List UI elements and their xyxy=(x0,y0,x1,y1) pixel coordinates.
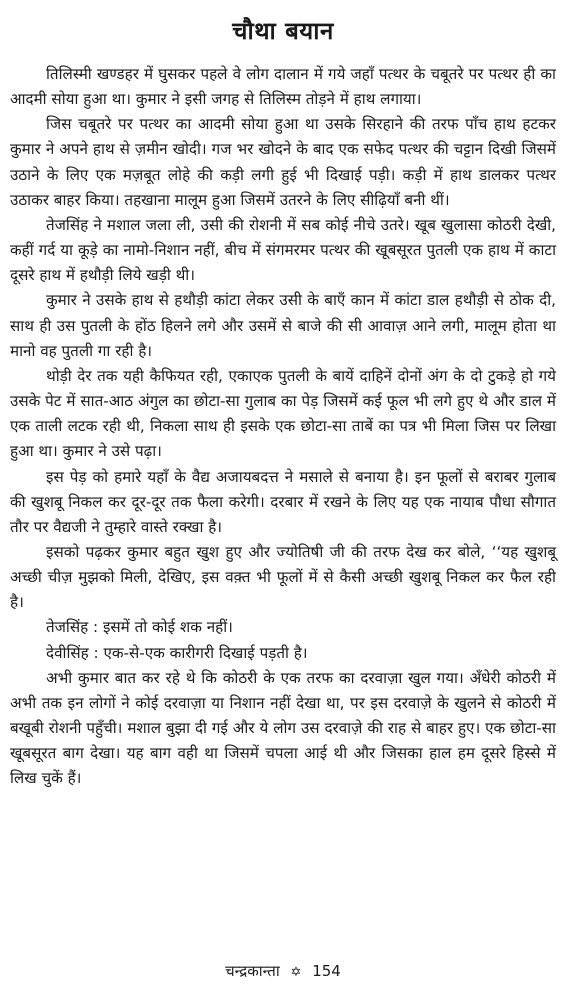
book-title: चन्द्रकान्ता xyxy=(225,962,280,980)
paragraph: कुमार ने उसके हाथ से हथौड़ी कांटा लेकर उसी के बाएँ कान में कांटा डाल हथौड़ी से ठोक दी, साथ ही उस पुतली के होंठ हिलने लगे और उसमें से बाजे की सी आवाज़ आने लगी, मालूम होता था मानो वह पुतली गा रही है। xyxy=(10,291,556,360)
paragraph: थोड़ी देर तक यही कैफियत रही, एकाएक पुतली के बायें दाहिनें दोनों अंग के दो टुकड़े हो गये उसके पेट में सात-आठ अंगुल का छोटा-सा गुलाब का पेड़ जिसमें कई फूल भी लगे हुए थे और डाल में एक ताली लटक रही थी, निकला साथ ही इसके एक छोटा-सा ताबें का पत्र भी मिला जिस पर लिखा हुआ था। कुमार ने उसे पढ़ा। xyxy=(10,366,556,461)
page-footer xyxy=(0,961,566,981)
paragraph: इस पेड़ को हमारे यहाँ के वैद्य अजायबदत्त ने मसाले से बनाया है। इन फूलों से बराबर गुलाब की खुशबू निकल कर दूर-दूर तक फैला करेगी। दरबार में रखने के लिए यह एक नायाब पौधा सौगात तौर पर वैद्यजी ने तुम्हारे वास्ते रक्खा है। xyxy=(10,467,556,536)
paragraph: अभी कुमार बात कर रहे थे कि कोठरी के एक तरफ का दरवाज़ा खुल गया। अँधेरी कोठरी में अभी तक इन लोगों ने कोई दरवाज़ा या निशान नहीं देखा था, पर इस दरवाज़े के खुलने से कोठरी में बखूबी रोशनी पहुँची। मशाल बुझा दी गई और ये लोग उस दरवाज़े की राह से बाहर हुए। एक छोटा-सा खूबसूरत बाग देखा। यह बाग वही था जिसमें चपला आई थी और जिसका हाल हम दूसरे हिस्से में लिख चुकें हैं। xyxy=(10,668,556,788)
paragraph: तिलिस्मी खण्डहर में घुसकर पहले वे लोग दालान में गये जहाँ पत्थर के चबूतरे पर पत्थर ही का आदमी सोया हुआ था। कुमार ने इसी जगह से तिलिस्म तोड़ने में हाथ लगाया। xyxy=(10,65,556,109)
paragraph: तेजसिंह ने मशाल जला ली, उसी की रोशनी में सब कोई नीचे उतरे। खूब खुलासा कोठरी देखी, कहीं गर्द या कूड़े का नामो-निशान नहीं, बीच में संगमरमर पत्थर की खूबसूरत पुतली एक हाथ में काटा दूसरे हाथ में हथौड़ी लिये खड़ी थी। xyxy=(10,215,556,285)
paragraph: जिस चबूतरे पर पत्थर का आदमी सोया हुआ था उसके सिरहाने की तरफ पाँच हाथ हटकर कुमार ने अपने हाथ से ज़मीन खोदी। गज भर खोदने के बाद एक सफेद पत्थर की चट्टान दिखी जिसमें उठाने के लिए एक मज़बूत लोहे की कड़ी लगी हुई भी दिखाई पड़ी। कड़ी में हाथ डालकर पत्थर उठाकर बाहर किया। तहखाना मालूम हुआ जिसमें उतरने के लिए सीढ़ियाँ बनी थीं। xyxy=(10,115,556,209)
star-of-david-icon: ✡ xyxy=(290,965,302,980)
page-number: 154 xyxy=(312,962,341,980)
chapter-title: चौथा बयान xyxy=(232,17,334,45)
dialogue-line: तेजसिंह : इसमें तो कोई शक नहीं। xyxy=(46,618,233,637)
dialogue-line: देवीसिंह : एक-से-एक कारीगरी दिखाई पड़ती है। xyxy=(46,643,308,662)
chapter-body xyxy=(10,62,556,792)
paragraph: इसको पढ़कर कुमार बहुत खुश हुए और ज्योतिषी जी की तरफ देख कर बोले, ‘‘यह खुशबू अच्छी चीज़ मुझको मिली, देखिए, इस वक़्त भी फूलों में से कैसी अच्छी खुशबू निकल कर फैल रही है। xyxy=(10,542,556,612)
